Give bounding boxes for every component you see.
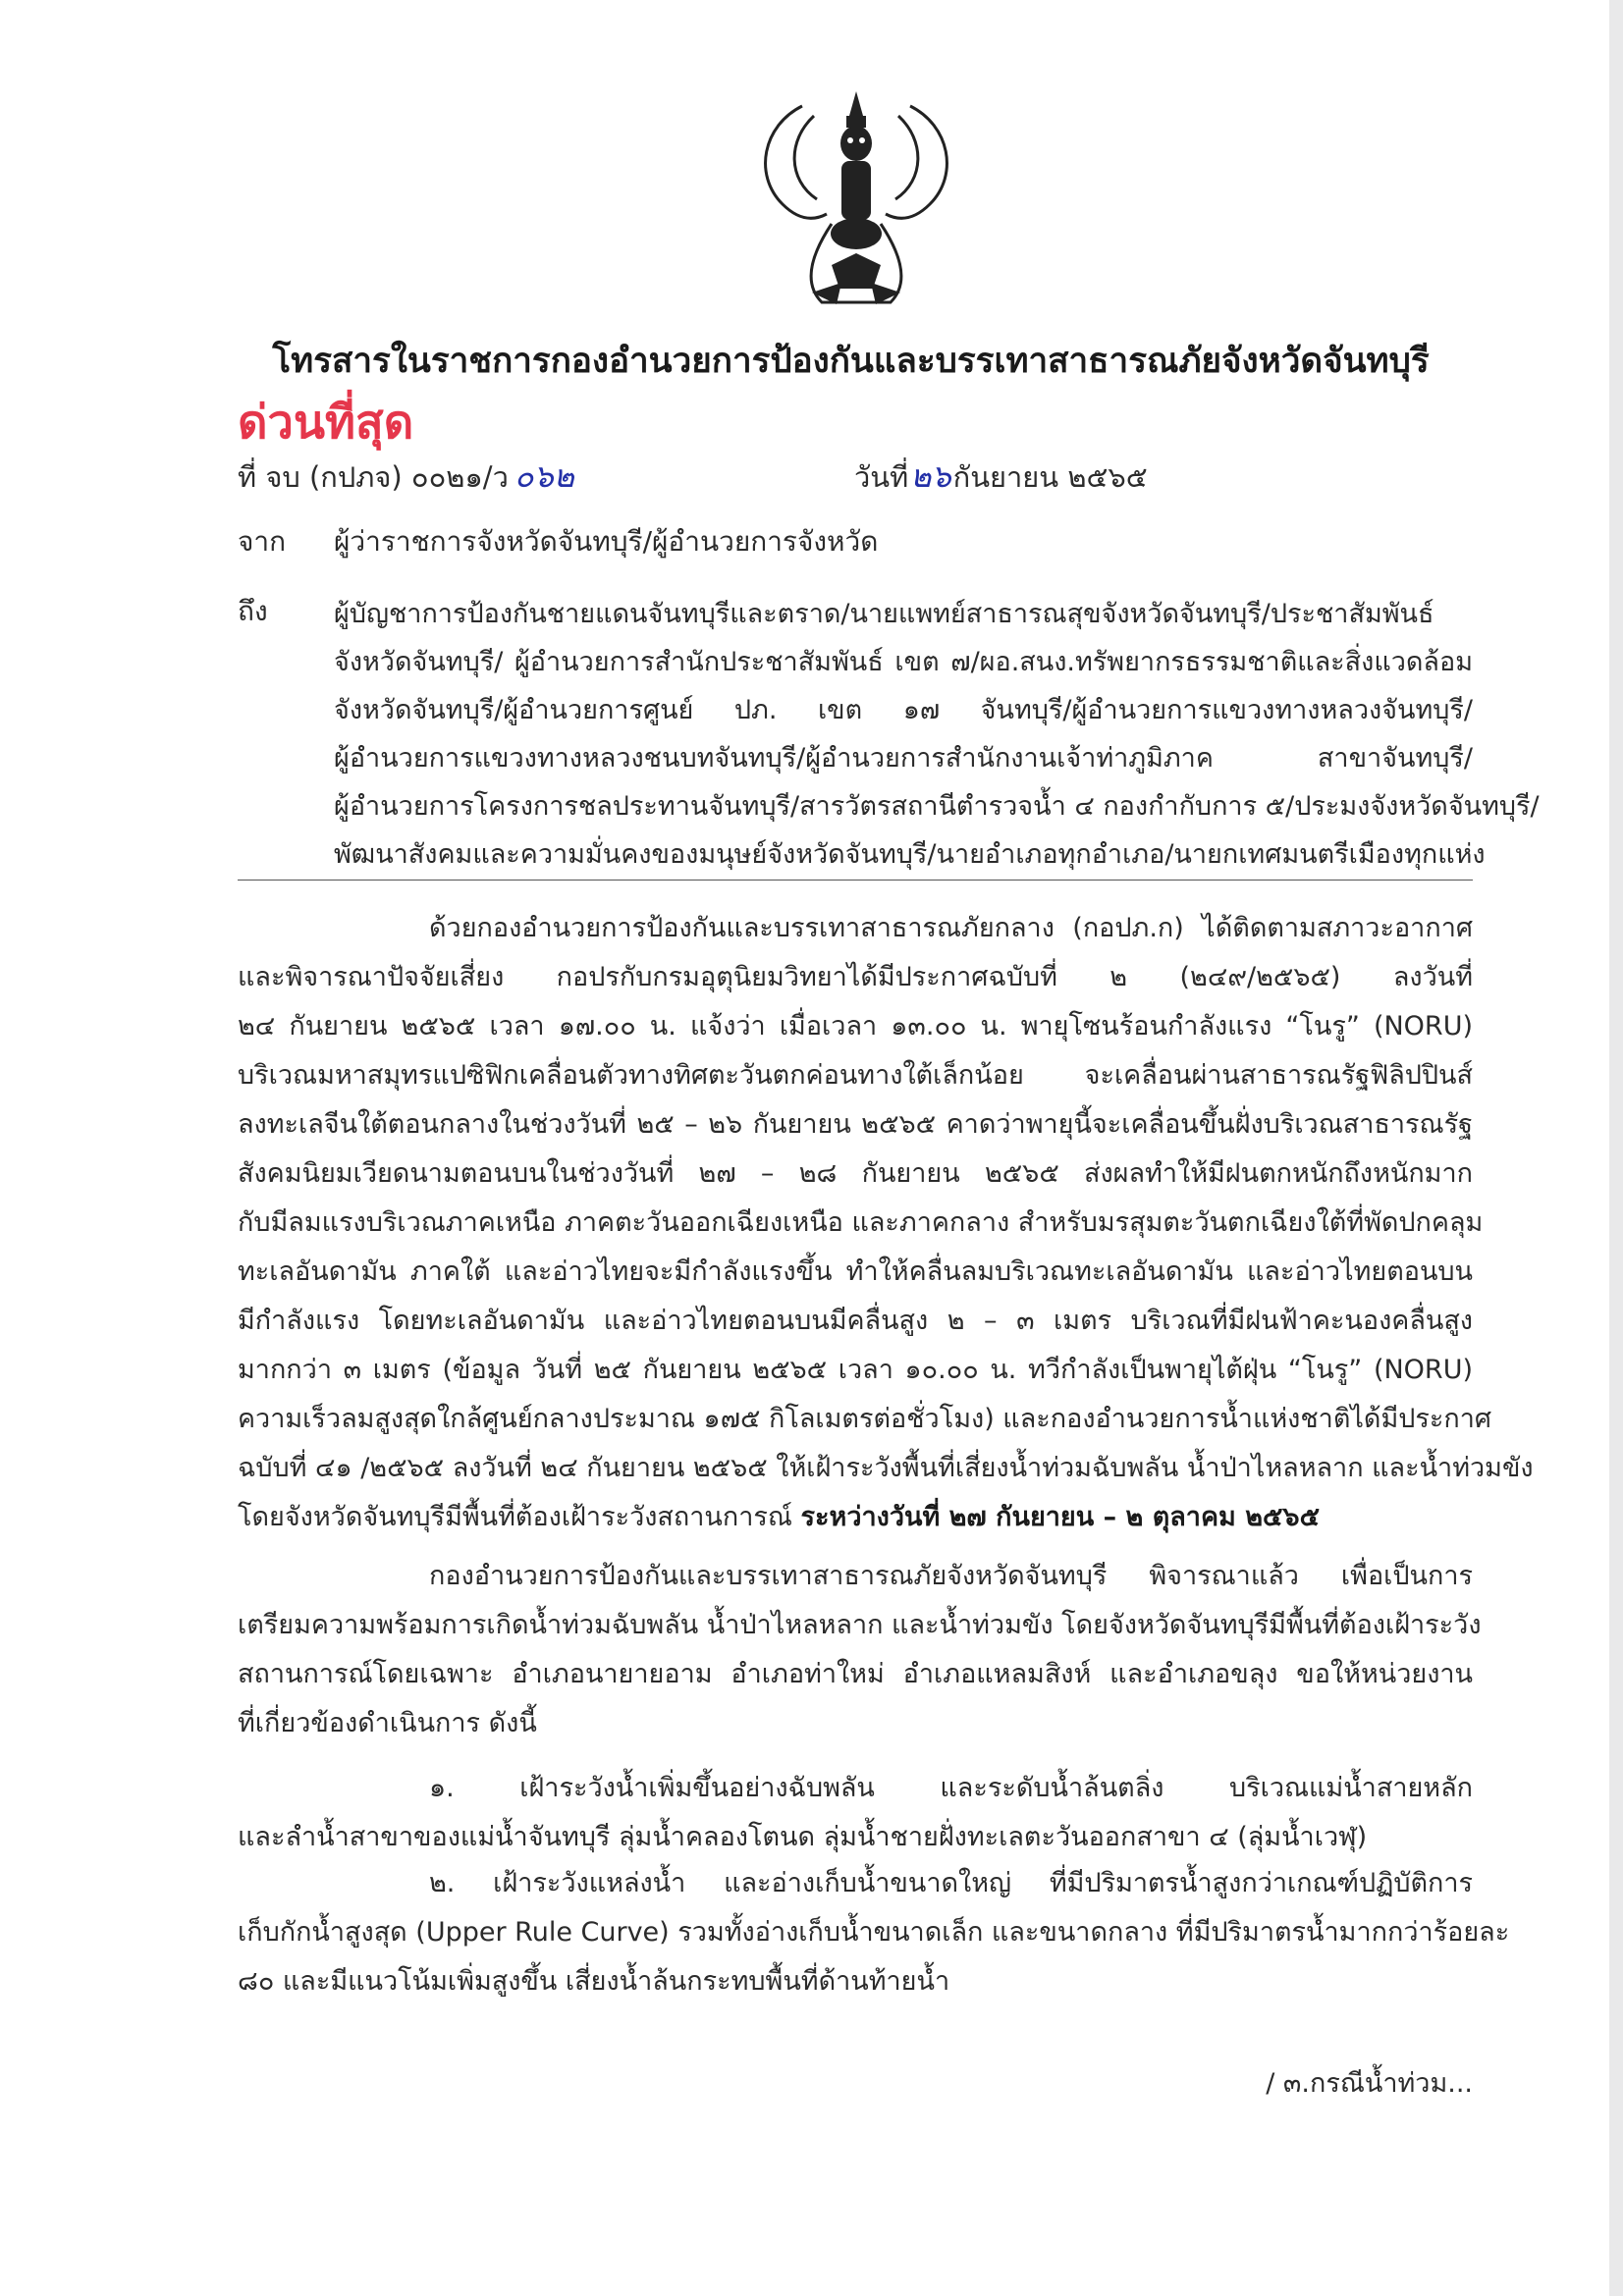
item-line: ๒. เฝ้าระวังแหล่งน้ำ และอ่างเก็บน้ำขนาดใหญ่ ที่มีปริมาตรน้ำสูงกว่าเกณฑ์ปฏิบัติการ: [429, 1868, 1473, 1898]
document-number-label: ที่ จบ (กปภจ) ๐๐๒๑/ว: [238, 460, 509, 494]
paragraph-line: ๒๔ กันยายน ๒๕๖๕ เวลา ๑๗.๐๐ น. แจ้งว่า เมื่อเวลา ๑๓.๐๐ น. พายุโซนร้อนกำลังแรง “โนรู” (NORU): [238, 1011, 1473, 1041]
item-1: [238, 1764, 1473, 1862]
paragraph-line: สังคมนิยมเวียดนามตอนบนในช่วงวันที่ ๒๗ – ๒๘ กันยายน ๒๕๖๕ ส่งผลทำให้มีฝนตกหนักถึงหนักมาก: [238, 1158, 1473, 1189]
paragraph-line: และพิจารณาปัจจัยเสี่ยง กอปรกับกรมอุตุนิยมวิทยาได้มีประกาศฉบับที่ ๒ (๒๔๙/๒๕๖๕) ลงวันที่: [238, 962, 1473, 992]
divider: [238, 880, 1473, 881]
paragraph-line: ทะเลอันดามัน ภาคใต้ และอ่าวไทยจะมีกำลังแรงขึ้น ทำให้คลื่นลมบริเวณทะเลอันดามัน และอ่าวไทยตอนบน: [238, 1256, 1473, 1287]
paragraph-line: เตรียมความพร้อมการเกิดน้ำท่วมฉับพลัน น้ำป่าไหลหลาก และน้ำท่วมขัง โดยจังหวัดจันทบุรีมีพื้นที่ต้องเฝ้าระวัง: [238, 1610, 1482, 1640]
paragraph-line: มากกว่า ๓ เมตร (ข้อมูล วันที่ ๒๕ กันยายน ๒๕๖๕ เวลา ๑๐.๐๐ น. ทวีกำลังเป็นพายุไต้ฝุ่น “โนรู” (NORU): [238, 1355, 1473, 1385]
date-prefix: วันที่: [854, 460, 909, 494]
paragraph-2: [238, 1552, 1482, 1748]
urgency-stamp: ด่วนที่สุด: [238, 396, 414, 450]
date-day-handwritten: ๒๖: [910, 457, 951, 495]
item-line: เก็บกักน้ำสูงสุด (Upper Rule Curve) รวมทั้งอ่างเก็บน้ำขนาดเล็ก และขนาดกลาง ที่มีปริมาตรน้ำมากกว่าร้อยละ: [238, 1917, 1510, 1948]
paragraph-line-plain: โดยจังหวัดจันทบุรีมีพื้นที่ต้องเฝ้าระวังสถานการณ์: [238, 1502, 792, 1532]
to-line: จังหวัดจันทบุรี/ผู้อำนวยการศูนย์ ปภ. เขต ๑๗ จันทบุรี/ผู้อำนวยการแขวงทางหลวงจันทบุรี/: [334, 695, 1473, 725]
to-line: ผู้บัญชาการป้องกันชายแดนจันทบุรีและตราด/นายแพทย์สาธารณสุขจังหวัดจันทบุรี/ประชาสัมพันธ์: [334, 599, 1434, 629]
item-line: ๑. เฝ้าระวังน้ำเพิ่มขึ้นอย่างฉับพลัน และระดับน้ำล้นตลิ่ง บริเวณแม่น้ำสายหลัก: [429, 1773, 1473, 1803]
paragraph-line: ความเร็วลมสูงสุดใกล้ศูนย์กลางประมาณ ๑๗๕ กิโลเมตรต่อชั่วโมง) และกองอำนวยการน้ำแห่งชาติได้มีประกาศ: [238, 1404, 1492, 1434]
to-line: พัฒนาสังคมและความมั่นคงของมนุษย์จังหวัดจันทบุรี/นายอำเภอทุกอำเภอ/นายกเทศมนตรีเมืองทุกแห่ง: [334, 839, 1486, 870]
paragraph-line: มีกำลังแรง โดยทะเลอันดามัน และอ่าวไทยตอนบนมีคลื่นสูง ๒ – ๓ เมตร บริเวณที่มีฝนฟ้าคะนองคลื่นสูง: [238, 1306, 1473, 1336]
paragraph-line: ด้วยกองอำนวยการป้องกันและบรรเทาสาธารณภัยกลาง (กอปภ.ก) ได้ติดตามสภาวะอากาศ: [429, 913, 1473, 943]
from-text: ผู้ว่าราชการจังหวัดจันทบุรี/ผู้อำนวยการจังหวัด: [334, 525, 879, 558]
from-label: จาก: [238, 525, 287, 558]
paragraph-line: สถานการณ์โดยเฉพาะ อำเภอนายายอาม อำเภอท่าใหม่ อำเภอแหลมสิงห์ และอำเภอขลุง ขอให้หน่วยงาน: [238, 1659, 1473, 1689]
document-date: [854, 452, 1148, 502]
paragraph-line: ฉบับที่ ๔๑ /๒๕๖๕ ลงวันที่ ๒๔ กันยายน ๒๕๖๕ ให้เฝ้าระวังพื้นที่เสี่ยงน้ำท่วมฉับพลัน น้ำป่าไหลหลาก และน้ำท่วมขัง: [238, 1453, 1534, 1483]
item-line: ๘๐ และมีแนวโน้มเพิ่มสูงขึ้น เสี่ยงน้ำล้นกระทบพื้นที่ด้านท้ายน้ำ: [238, 1966, 950, 1997]
paragraph-line-bold: ระหว่างวันที่ ๒๗ กันยายน – ๒ ตุลาคม ๒๕๖๕: [800, 1502, 1321, 1532]
to-recipients: [334, 590, 1540, 879]
item-2: [238, 1859, 1510, 2006]
paragraph-line: ที่เกี่ยวข้องดำเนินการ ดังนี้: [238, 1708, 537, 1738]
paragraph-line: ลงทะเลจีนใต้ตอนกลางในช่วงวันที่ ๒๕ – ๒๖ กันยายน ๒๕๖๕ คาดว่าพายุนี้จะเคลื่อนขึ้นฝั่งบริเวณสาธารณรัฐ: [238, 1109, 1473, 1140]
paragraph-line: [238, 1493, 1473, 1542]
paragraph-1: [238, 904, 1534, 1542]
paragraph-line: กองอำนวยการป้องกันและบรรเทาสาธารณภัยจังหวัดจันทบุรี พิจารณาแล้ว เพื่อเป็นการ: [429, 1561, 1473, 1591]
paragraph-line: บริเวณมหาสมุทรแปซิฟิกเคลื่อนตัวทางทิศตะวันตกค่อนทางใต้เล็กน้อย จะเคลื่อนผ่านสาธารณรัฐฟิลิปปินส์: [238, 1060, 1473, 1091]
garuda-emblem-icon: [743, 86, 969, 314]
document-number: [238, 452, 574, 502]
date-suffix: กันยายน ๒๕๖๕: [952, 460, 1148, 494]
to-line: ผู้อำนวยการโครงการชลประทานจันทบุรี/สารวัตรสถานีตำรวจน้ำ ๔ กองกำกับการ ๕/ประมงจังหวัดจันทบุรี/: [334, 791, 1540, 822]
item-line: และลำน้ำสาขาของแม่น้ำจันทบุรี ลุ่มน้ำคลองโตนด ลุ่มน้ำชายฝั่งทะเลตะวันออกสาขา ๔ (ลุ่มน้ำเวฬุ): [238, 1822, 1368, 1852]
paragraph-line: กับมีลมแรงบริเวณภาคเหนือ ภาคตะวันออกเฉียงเหนือ และภาคกลาง สำหรับมรสุมตะวันตกเฉียงใต้ที่พัดปกคลุม: [238, 1207, 1484, 1238]
document-title: โทรสารในราชการกองอำนวยการป้องกันและบรรเทาสาธารณภัยจังหวัดจันทบุรี: [272, 342, 1430, 381]
to-label: ถึง: [238, 595, 268, 627]
to-line: จังหวัดจันทบุรี/ ผู้อำนวยการสำนักประชาสัมพันธ์ เขต ๗/ผอ.สนง.ทรัพยากรธรรมชาติและสิ่งแวดล้อม: [334, 647, 1473, 677]
to-line: ผู้อำนวยการแขวงทางหลวงชนบทจันทบุรี/ผู้อำนวยการสำนักงานเจ้าท่าภูมิภาค สาขาจันทบุรี/: [334, 743, 1473, 774]
continuation-marker: / ๓.กรณีน้ำท่วม...: [1266, 2068, 1473, 2099]
document-number-handwritten: ๐๖๒: [514, 457, 574, 495]
